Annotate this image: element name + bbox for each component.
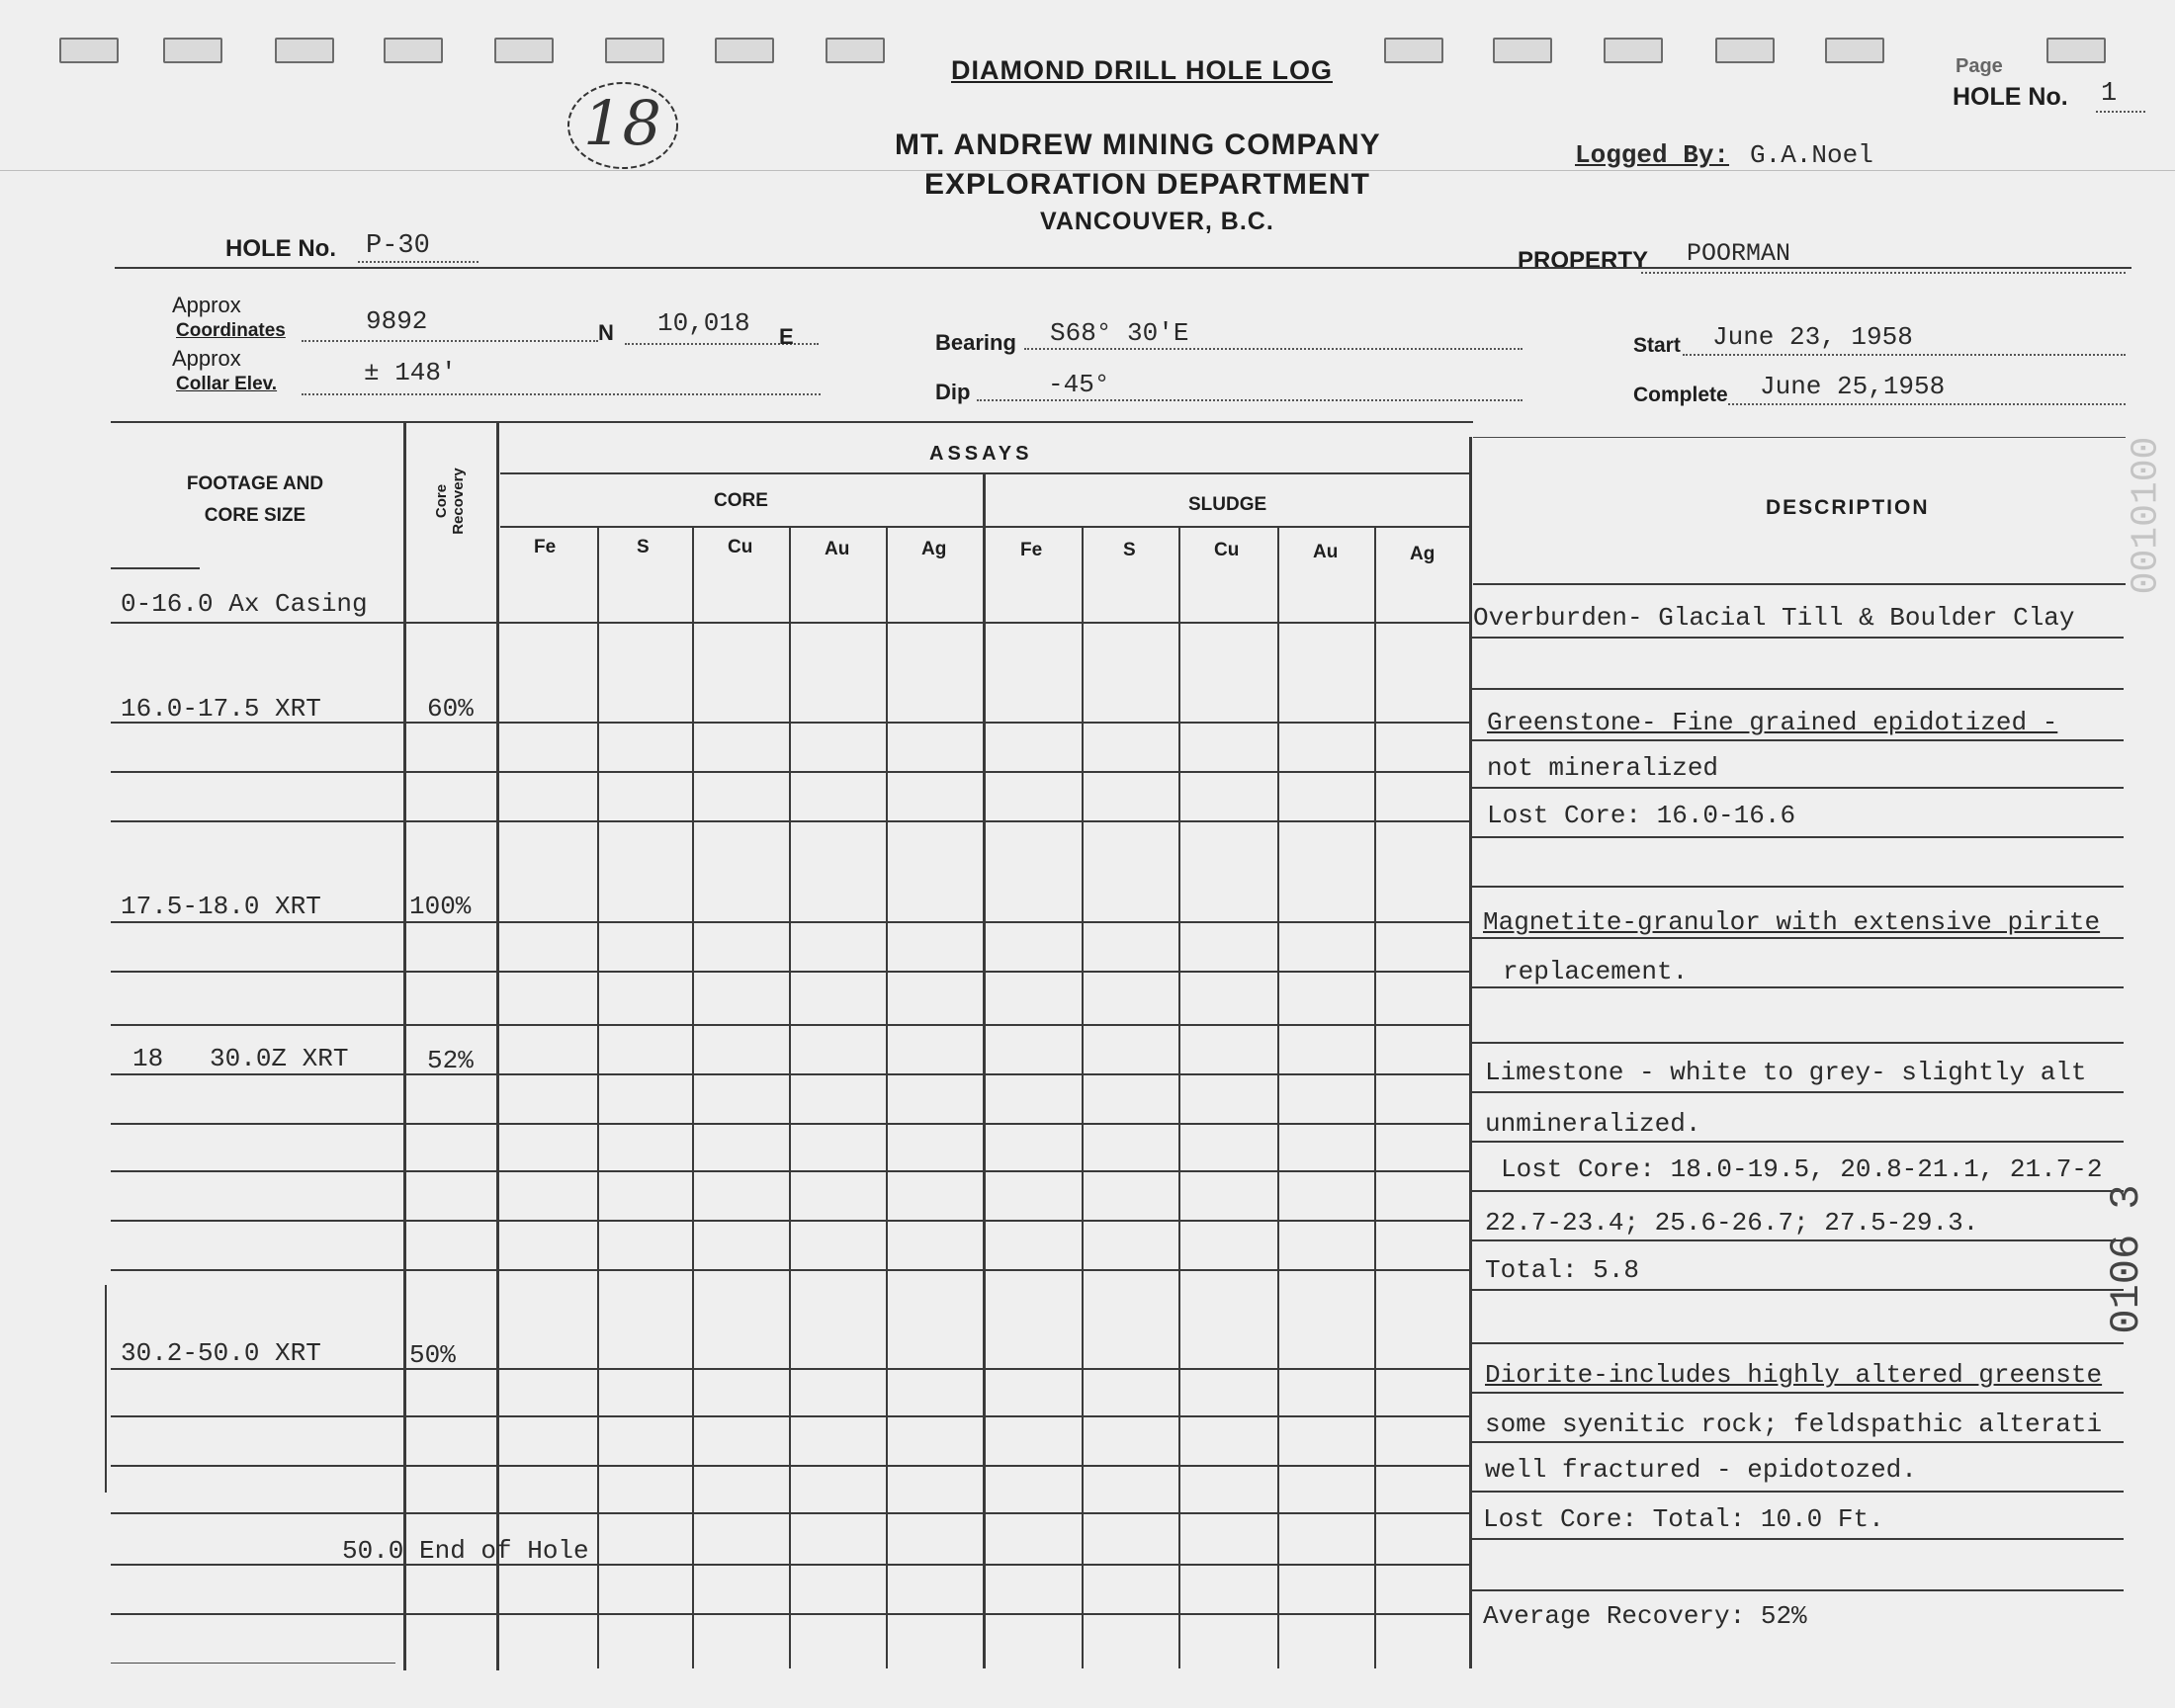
stamp-number-top: 0010100 <box>2125 436 2168 595</box>
desc-rule <box>1471 739 2124 741</box>
description-line: Average Recovery: 52% <box>1483 1601 1807 1631</box>
assay-s-sludge: S <box>1123 540 1136 560</box>
row-rule <box>111 820 1471 822</box>
footage-entry: 17.5-18.0 XRT <box>121 892 321 921</box>
feed-hole <box>826 38 885 63</box>
desc-rule <box>1471 986 2124 988</box>
complete-label: Complete <box>1633 384 1728 406</box>
description-line: some syenitic rock; feldspathic alterati <box>1485 1409 2103 1439</box>
footage-entry: 0-16.0 Ax Casing <box>121 589 368 619</box>
bearing-line <box>1024 348 1522 350</box>
description-line: Diorite-includes highly altered greenste <box>1485 1360 2103 1390</box>
desc-rule <box>1471 1392 2124 1394</box>
coord-n-value: 9892 <box>366 306 428 336</box>
assays-rule <box>500 472 1471 474</box>
description-line: Overburden- Glacial Till & Boulder Clay <box>1473 603 2075 633</box>
row-rule <box>111 1073 1471 1075</box>
row-rule <box>111 567 200 569</box>
hole-label-top: HOLE No. <box>1953 83 2068 111</box>
assay-col-line <box>886 526 888 1668</box>
assay-col-line <box>597 526 599 1668</box>
coord-label-2: Coordinates <box>176 320 286 341</box>
desc-rule <box>1471 787 2124 789</box>
assay-col-line <box>1277 526 1279 1668</box>
row-rule <box>111 1170 1471 1172</box>
assay-ag-sludge: Ag <box>1410 544 1436 564</box>
recovery-entry: 100% <box>409 892 472 921</box>
row-rule <box>111 1512 1471 1514</box>
feed-hole <box>2046 38 2106 63</box>
dip-label: Dip <box>935 380 971 404</box>
row-rule <box>111 921 1471 923</box>
dip-value: -45° <box>1048 370 1110 399</box>
hole-value-line <box>2096 111 2145 113</box>
core-header: CORE <box>714 490 768 511</box>
page-label: Page <box>1956 55 2003 77</box>
dip-line <box>977 399 1522 401</box>
handwritten-number: 18 <box>583 87 661 159</box>
footage-entry: 16.0-17.5 XRT <box>121 694 321 724</box>
assay-col-line <box>1178 526 1180 1668</box>
assay-col-line <box>692 526 694 1668</box>
assay-cu-sludge: Cu <box>1214 540 1240 560</box>
coord-n-line <box>302 340 598 342</box>
row-rule <box>111 971 1471 973</box>
assay-s-core: S <box>637 537 650 557</box>
feed-hole <box>163 38 222 63</box>
hole-value-top: 1 <box>2101 79 2118 109</box>
description-line: Lost Core: Total: 10.0 Ft. <box>1483 1504 1884 1534</box>
description-line: Limestone - white to grey- slightly alt <box>1485 1058 2087 1087</box>
desc-rule <box>1471 886 2124 888</box>
row-rule <box>111 1220 1471 1222</box>
desc-rule <box>1471 1141 2124 1143</box>
row-rule <box>111 1368 1471 1370</box>
department-name: EXPLORATION DEPARTMENT <box>924 168 1370 201</box>
desc-rule <box>1471 1289 2124 1291</box>
feed-hole <box>1604 38 1663 63</box>
coord-e-label: E <box>779 324 794 349</box>
collar-label-1: Approx <box>172 346 241 371</box>
description-line: Greenstone- Fine grained epidotized - <box>1487 708 2058 737</box>
core-recovery-header: Core Recovery <box>433 468 467 535</box>
footage-entry: 18 30.0Z XRT <box>132 1044 349 1073</box>
stamp-number-middle: 0106 3 <box>2103 1184 2150 1334</box>
core-sludge-rule <box>500 526 1471 528</box>
desc-rule <box>1471 1538 2124 1540</box>
start-label: Start <box>1633 334 1681 357</box>
core-sludge-divider <box>983 474 986 1668</box>
header-rule <box>115 267 2132 269</box>
footage-divider <box>403 423 406 1670</box>
desc-rule <box>1471 1491 2124 1493</box>
assay-fe-core: Fe <box>534 537 557 557</box>
description-line: Magnetite-granulor with extensive pirite <box>1483 907 2101 937</box>
description-line: not mineralized <box>1487 753 1719 783</box>
company-name: MT. ANDREW MINING COMPANY <box>895 128 1381 161</box>
feed-hole <box>715 38 774 63</box>
start-line <box>1683 354 2126 356</box>
row-rule <box>111 1269 1471 1271</box>
form-title: DIAMOND DRILL HOLE LOG <box>951 55 1333 85</box>
assay-fe-sludge: Fe <box>1020 540 1043 560</box>
row-rule <box>111 1564 1471 1566</box>
description-line: Total: 5.8 <box>1485 1255 1640 1285</box>
logged-by-value: G.A.Noel <box>1750 140 1873 170</box>
desc-rule <box>1471 1589 2124 1591</box>
table-top-rule <box>111 421 1473 423</box>
desc-rule <box>1471 1091 2124 1093</box>
description-line: well fractured - epidotozed. <box>1485 1455 1917 1485</box>
hole-no-line <box>358 261 478 263</box>
assay-ag-core: Ag <box>921 539 947 559</box>
desc-rule <box>1471 1441 2124 1443</box>
desc-rule <box>1471 637 2124 639</box>
assay-col-line <box>1082 526 1084 1668</box>
desc-rule <box>1471 836 2124 838</box>
start-value: June 23, 1958 <box>1712 322 1913 352</box>
row-rule <box>111 622 1471 624</box>
desc-rule <box>1471 688 2124 690</box>
footage-header: FOOTAGE AND CORE SIZE <box>186 473 324 526</box>
desc-rule <box>1471 1042 2124 1044</box>
assay-au-sludge: Au <box>1313 542 1339 562</box>
desc-rule <box>1471 1190 2124 1192</box>
property-label: PROPERTY <box>1518 247 1649 274</box>
collar-value: ± 148' <box>364 358 457 387</box>
coord-n-label: N <box>598 320 614 345</box>
description-line: replacement. <box>1503 957 1689 986</box>
description-line: Lost Core: 18.0-19.5, 20.8-21.1, 21.7-2 <box>1501 1154 2103 1184</box>
description-line: unmineralized. <box>1485 1109 1701 1139</box>
collar-line <box>302 393 821 395</box>
assay-col-line <box>789 526 791 1668</box>
feed-hole <box>1715 38 1775 63</box>
recovery-entry: 52% <box>427 1046 474 1075</box>
description-header-rule <box>1473 583 2126 585</box>
recovery-entry: 60% <box>427 694 474 724</box>
bearing-value: S68° 30'E <box>1050 318 1189 348</box>
complete-value: June 25,1958 <box>1760 372 1946 401</box>
desc-rule <box>1471 1239 2124 1241</box>
feed-hole <box>384 38 443 63</box>
feed-hole <box>275 38 334 63</box>
margin-bracket <box>105 1285 107 1493</box>
feed-hole <box>1825 38 1884 63</box>
collar-label-2: Collar Elev. <box>176 374 278 394</box>
row-rule <box>111 1024 1471 1026</box>
row-rule <box>111 1465 1471 1467</box>
desc-rule <box>1471 1342 2124 1344</box>
description-line: Lost Core: 16.0-16.6 <box>1487 801 1796 830</box>
property-line <box>1641 272 2126 274</box>
bearing-label: Bearing <box>935 330 1016 355</box>
description-header: DESCRIPTION <box>1766 496 1930 519</box>
hole-no-label: HOLE No. <box>225 235 336 262</box>
feed-hole <box>494 38 554 63</box>
city-name: VANCOUVER, B.C. <box>1040 208 1274 235</box>
recovery-divider <box>496 423 499 1670</box>
sludge-header: SLUDGE <box>1188 494 1267 515</box>
feed-hole <box>1384 38 1443 63</box>
property-value: POORMAN <box>1687 239 1791 268</box>
assay-au-core: Au <box>825 539 850 559</box>
logged-by-label: Logged By: <box>1575 140 1730 170</box>
coord-label-1: Approx <box>172 293 241 317</box>
row-rule <box>111 771 1471 773</box>
desc-rule <box>1471 937 2124 939</box>
complete-line <box>1728 403 2126 405</box>
row-rule <box>111 1613 1471 1615</box>
assay-cu-core: Cu <box>728 537 753 557</box>
hole-no-value: P-30 <box>366 231 430 261</box>
recovery-entry: 50% <box>409 1340 456 1370</box>
feed-hole <box>59 38 119 63</box>
row-rule <box>111 1415 1471 1417</box>
end-of-hole-note: 50.0 End of Hole <box>342 1536 589 1566</box>
coord-e-value: 10,018 <box>657 308 750 338</box>
assays-header: ASSAYS <box>929 443 1033 465</box>
assay-col-line <box>1374 526 1376 1668</box>
table-top-rule-right <box>1473 437 2126 438</box>
row-rule <box>111 1663 395 1664</box>
row-rule <box>111 1123 1471 1125</box>
feed-hole <box>605 38 664 63</box>
feed-hole <box>1493 38 1552 63</box>
description-line: 22.7-23.4; 25.6-26.7; 27.5-29.3. <box>1485 1208 1979 1238</box>
footage-entry: 30.2-50.0 XRT <box>121 1338 321 1368</box>
